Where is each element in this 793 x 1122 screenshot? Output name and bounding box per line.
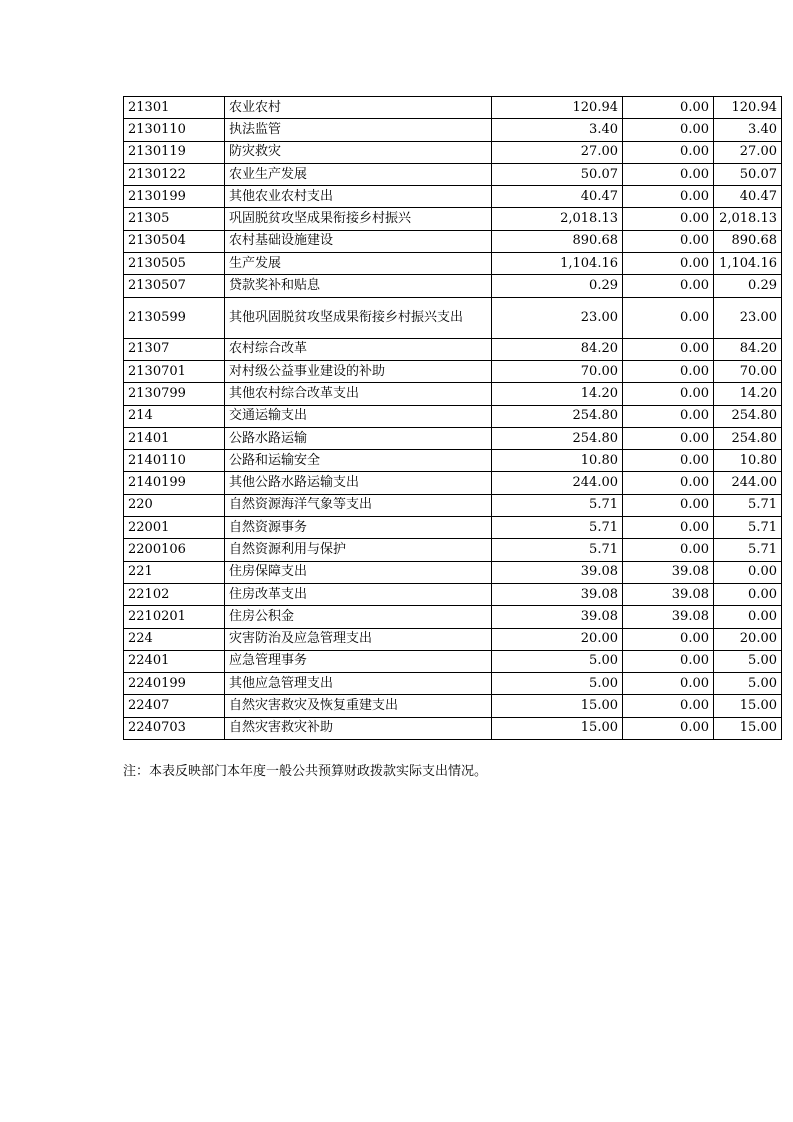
cell-project: 254.80: [714, 427, 782, 449]
cell-code: 2130119: [124, 141, 225, 163]
table-row: [124, 338, 782, 360]
cell-basic: 0.00: [623, 405, 714, 427]
cell-code: 2130799: [124, 383, 225, 405]
cell-project: 5.71: [714, 539, 782, 561]
cell-basic: 0.00: [623, 360, 714, 382]
cell-project: 15.00: [714, 695, 782, 717]
table-row: [124, 97, 782, 119]
table-row: [124, 628, 782, 650]
cell-project: 2,018.13: [714, 208, 782, 230]
table-row: [124, 494, 782, 516]
cell-project: 5.00: [714, 650, 782, 672]
table-row: [124, 405, 782, 427]
cell-code: 2240199: [124, 673, 225, 695]
cell-code: 2140110: [124, 450, 225, 472]
table-row: [124, 561, 782, 583]
cell-total: 39.08: [492, 606, 623, 628]
table-row: [124, 230, 782, 252]
cell-project: 3.40: [714, 119, 782, 141]
cell-name: 公路水路运输: [225, 427, 492, 449]
cell-total: 5.00: [492, 673, 623, 695]
cell-code: 2130199: [124, 186, 225, 208]
cell-code: 2130110: [124, 119, 225, 141]
cell-basic: 0.00: [623, 208, 714, 230]
cell-code: 224: [124, 628, 225, 650]
cell-name: 防灾救灾: [225, 141, 492, 163]
cell-total: 50.07: [492, 163, 623, 185]
cell-total: 39.08: [492, 583, 623, 605]
cell-code: 21307: [124, 338, 225, 360]
table-row: [124, 450, 782, 472]
cell-project: 10.80: [714, 450, 782, 472]
cell-project: 1,104.16: [714, 253, 782, 275]
cell-basic: 0.00: [623, 695, 714, 717]
cell-project: 14.20: [714, 383, 782, 405]
table-row: [124, 606, 782, 628]
cell-name: 交通运输支出: [225, 405, 492, 427]
table-row: [124, 163, 782, 185]
cell-basic: 0.00: [623, 472, 714, 494]
cell-basic: 0.00: [623, 539, 714, 561]
cell-total: 84.20: [492, 338, 623, 360]
table-row: [124, 186, 782, 208]
table-row: [124, 717, 782, 739]
cell-name: 住房改革支出: [225, 583, 492, 605]
cell-name: 对村级公益事业建设的补助: [225, 360, 492, 382]
cell-basic: 0.00: [623, 650, 714, 672]
cell-project: 0.29: [714, 275, 782, 297]
cell-project: 0.00: [714, 583, 782, 605]
table-row: [124, 427, 782, 449]
cell-code: 2130505: [124, 253, 225, 275]
cell-project: 5.71: [714, 494, 782, 516]
table-row: [124, 360, 782, 382]
cell-code: 214: [124, 405, 225, 427]
cell-total: 1,104.16: [492, 253, 623, 275]
table-row: [124, 297, 782, 338]
cell-total: 120.94: [492, 97, 623, 119]
cell-name: 农业生产发展: [225, 163, 492, 185]
cell-total: 15.00: [492, 695, 623, 717]
expenditure-table: [123, 96, 782, 740]
cell-name: 自然资源利用与保护: [225, 539, 492, 561]
cell-basic: 0.00: [623, 450, 714, 472]
cell-basic: 0.00: [623, 253, 714, 275]
cell-total: 5.71: [492, 539, 623, 561]
cell-code: 21301: [124, 97, 225, 119]
cell-code: 21305: [124, 208, 225, 230]
cell-name: 农业农村: [225, 97, 492, 119]
cell-name: 自然灾害救灾补助: [225, 717, 492, 739]
cell-basic: 0.00: [623, 517, 714, 539]
cell-basic: 0.00: [623, 275, 714, 297]
cell-basic: 39.08: [623, 583, 714, 605]
cell-code: 2210201: [124, 606, 225, 628]
table-row: [124, 673, 782, 695]
cell-name: 巩固脱贫攻坚成果衔接乡村振兴: [225, 208, 492, 230]
cell-total: 890.68: [492, 230, 623, 252]
cell-basic: 0.00: [623, 163, 714, 185]
cell-code: 2130504: [124, 230, 225, 252]
table-row: [124, 472, 782, 494]
cell-total: 10.80: [492, 450, 623, 472]
cell-project: 20.00: [714, 628, 782, 650]
cell-code: 2130507: [124, 275, 225, 297]
table-row: [124, 383, 782, 405]
cell-project: 84.20: [714, 338, 782, 360]
cell-total: 14.20: [492, 383, 623, 405]
cell-name: 自然资源海洋气象等支出: [225, 494, 492, 516]
cell-code: 2240703: [124, 717, 225, 739]
cell-code: 22407: [124, 695, 225, 717]
cell-project: 23.00: [714, 297, 782, 338]
cell-basic: 0.00: [623, 297, 714, 338]
table-row: [124, 650, 782, 672]
cell-name: 其他公路水路运输支出: [225, 472, 492, 494]
table-row: [124, 275, 782, 297]
cell-project: 70.00: [714, 360, 782, 382]
cell-project: 254.80: [714, 405, 782, 427]
cell-project: 120.94: [714, 97, 782, 119]
cell-total: 2,018.13: [492, 208, 623, 230]
cell-basic: 0.00: [623, 119, 714, 141]
cell-total: 39.08: [492, 561, 623, 583]
cell-name: 其他应急管理支出: [225, 673, 492, 695]
cell-total: 27.00: [492, 141, 623, 163]
cell-code: 2130701: [124, 360, 225, 382]
cell-total: 40.47: [492, 186, 623, 208]
cell-name: 农村基础设施建设: [225, 230, 492, 252]
cell-total: 0.29: [492, 275, 623, 297]
cell-code: 2140199: [124, 472, 225, 494]
cell-total: 254.80: [492, 405, 623, 427]
cell-total: 23.00: [492, 297, 623, 338]
cell-name: 灾害防治及应急管理支出: [225, 628, 492, 650]
cell-basic: 0.00: [623, 141, 714, 163]
cell-name: 公路和运输安全: [225, 450, 492, 472]
cell-code: 22001: [124, 517, 225, 539]
cell-name: 其他农村综合改革支出: [225, 383, 492, 405]
table-row: [124, 119, 782, 141]
cell-project: 244.00: [714, 472, 782, 494]
cell-basic: 0.00: [623, 673, 714, 695]
cell-name: 自然资源事务: [225, 517, 492, 539]
table-row: [124, 141, 782, 163]
cell-name: 农村综合改革: [225, 338, 492, 360]
cell-basic: 0.00: [623, 427, 714, 449]
cell-total: 20.00: [492, 628, 623, 650]
table-row: [124, 208, 782, 230]
cell-total: 254.80: [492, 427, 623, 449]
table-row: [124, 539, 782, 561]
cell-project: 0.00: [714, 561, 782, 583]
cell-basic: 0.00: [623, 383, 714, 405]
cell-total: 70.00: [492, 360, 623, 382]
cell-code: 220: [124, 494, 225, 516]
cell-total: 5.00: [492, 650, 623, 672]
cell-total: 5.71: [492, 494, 623, 516]
cell-total: 15.00: [492, 717, 623, 739]
cell-project: 50.07: [714, 163, 782, 185]
cell-name: 其他农业农村支出: [225, 186, 492, 208]
cell-code: 21401: [124, 427, 225, 449]
cell-total: 3.40: [492, 119, 623, 141]
table-row: [124, 253, 782, 275]
cell-name: 生产发展: [225, 253, 492, 275]
cell-name: 执法监管: [225, 119, 492, 141]
cell-basic: 0.00: [623, 338, 714, 360]
cell-name: 住房公积金: [225, 606, 492, 628]
cell-code: 2200106: [124, 539, 225, 561]
cell-basic: 0.00: [623, 97, 714, 119]
cell-name: 住房保障支出: [225, 561, 492, 583]
cell-name: 自然灾害救灾及恢复重建支出: [225, 695, 492, 717]
cell-total: 5.71: [492, 517, 623, 539]
cell-total: 244.00: [492, 472, 623, 494]
table-row: [124, 695, 782, 717]
cell-basic: 0.00: [623, 494, 714, 516]
cell-project: 0.00: [714, 606, 782, 628]
cell-project: 5.71: [714, 517, 782, 539]
cell-name: 应急管理事务: [225, 650, 492, 672]
cell-code: 22401: [124, 650, 225, 672]
cell-basic: 0.00: [623, 717, 714, 739]
cell-basic: 0.00: [623, 186, 714, 208]
cell-code: 22102: [124, 583, 225, 605]
table-body: [124, 97, 782, 740]
cell-basic: 0.00: [623, 628, 714, 650]
cell-project: 15.00: [714, 717, 782, 739]
cell-project: 27.00: [714, 141, 782, 163]
table-row: [124, 583, 782, 605]
cell-project: 40.47: [714, 186, 782, 208]
table-note: 注：本表反映部门本年度一般公共预算财政拨款实际支出情况。: [123, 764, 488, 779]
cell-project: 890.68: [714, 230, 782, 252]
cell-basic: 39.08: [623, 606, 714, 628]
cell-name: 贷款奖补和贴息: [225, 275, 492, 297]
cell-basic: 0.00: [623, 230, 714, 252]
cell-code: 2130122: [124, 163, 225, 185]
cell-code: 221: [124, 561, 225, 583]
cell-code: 2130599: [124, 297, 225, 338]
table-row: [124, 517, 782, 539]
cell-basic: 39.08: [623, 561, 714, 583]
cell-name: 其他巩固脱贫攻坚成果衔接乡村振兴支出: [225, 297, 492, 338]
cell-project: 5.00: [714, 673, 782, 695]
